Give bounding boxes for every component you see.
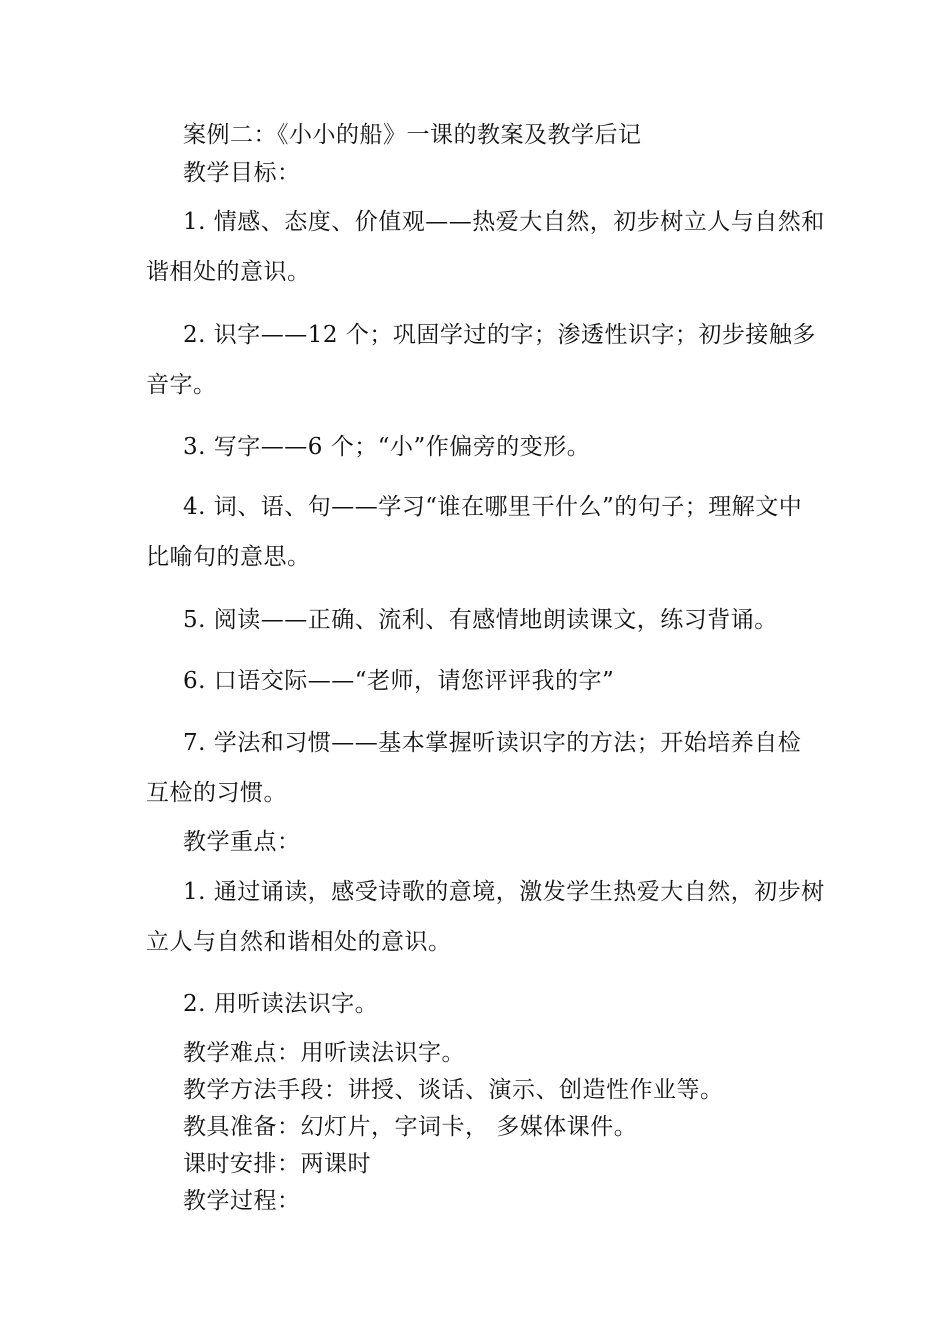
objective-5: 5. 阅读——正确、流利、有感情地朗读课文，练习背诵。 (183, 607, 778, 633)
key-point-1-line-2: 立人与自然和谐相处的意识。 (146, 929, 452, 955)
objective-4-line-2: 比喻句的意思。 (146, 544, 311, 570)
teaching-materials: 教具准备：幻灯片，字词卡， 多媒体课件。 (183, 1114, 638, 1140)
objective-7-line-1: 7. 学法和习惯——基本掌握听读识字的方法；开始培养自检 (183, 730, 802, 756)
objective-3: 3. 写字——6 个；“小”作偏旁的变形。 (183, 434, 591, 460)
objective-7-line-2: 互检的习惯。 (146, 780, 287, 806)
objective-4-line-1: 4. 词、语、句——学习“谁在哪里干什么”的句子；理解文中 (183, 494, 803, 520)
objective-6: 6. 口语交际——“老师，请您评评我的字” (183, 668, 615, 694)
teaching-difficulty: 教学难点：用听读法识字。 (183, 1040, 465, 1066)
process-heading: 教学过程： (183, 1188, 301, 1214)
class-schedule: 课时安排：两课时 (183, 1151, 371, 1177)
key-point-2: 2. 用听读法识字。 (183, 991, 379, 1017)
objective-2-line-1: 2. 识字——12 个；巩固学过的字；渗透性识字；初步接触多 (183, 322, 816, 348)
objective-1-line-2: 谐相处的意识。 (146, 259, 311, 285)
teaching-methods: 教学方法手段：讲授、谈话、演示、创造性作业等。 (183, 1077, 724, 1103)
objective-1-line-1: 1. 情感、态度、价值观——热爱大自然，初步树立人与自然和 (183, 209, 825, 235)
objectives-heading: 教学目标： (183, 160, 301, 186)
objective-2-line-2: 音字。 (146, 372, 217, 398)
key-point-1-line-1: 1. 通过诵读，感受诗歌的意境，激发学生热爱大自然，初步树 (183, 879, 825, 905)
document-title: 案例二：《小小的船》一课的教案及教学后记 (183, 122, 642, 148)
key-points-heading: 教学重点： (183, 829, 301, 855)
